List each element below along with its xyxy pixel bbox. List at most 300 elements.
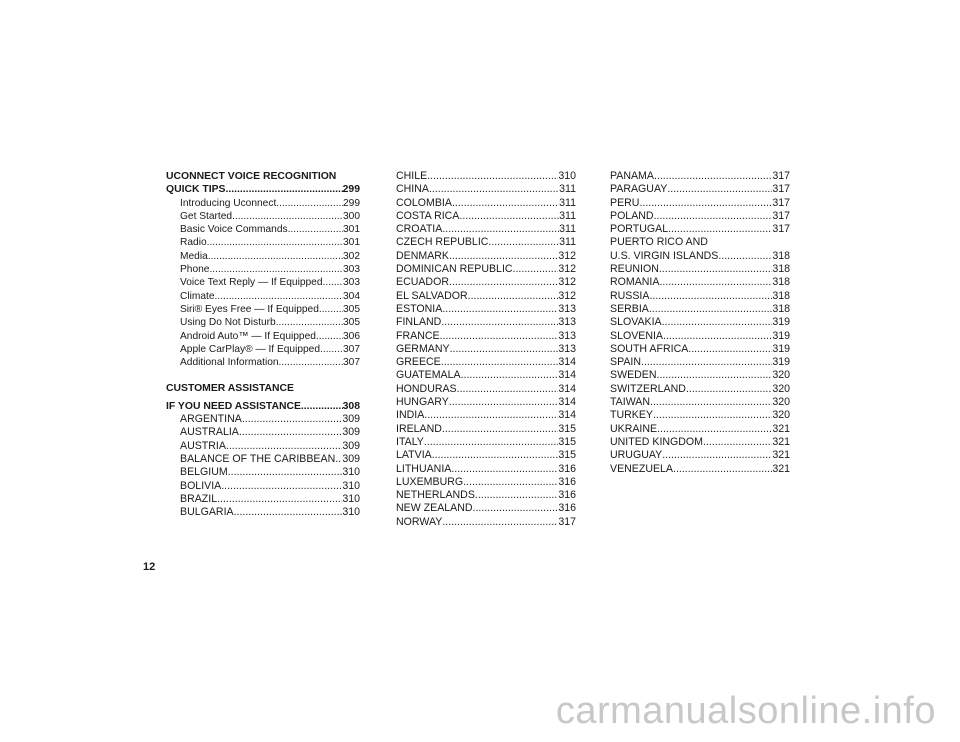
dot-leader [226,440,342,453]
dot-leader [668,223,772,236]
entry-page: 305 [343,303,360,315]
toc-entry[interactable] [610,330,790,343]
entry-label: TAIWAN [610,396,651,409]
toc-entry[interactable] [396,210,576,223]
dot-leader [427,170,558,183]
dot-leader [209,263,343,276]
toc-entry[interactable] [610,369,790,382]
dot-leader [449,396,559,409]
entry-label: UNITED KINGDOM [610,435,703,448]
entry-label: EL SALVADOR [396,289,468,302]
entry-label: Media [180,250,208,262]
entry-page: 319 [772,342,790,355]
dot-leader [440,330,559,343]
toc-entry[interactable] [166,440,360,453]
dot-leader [659,276,772,289]
dot-leader [463,476,558,489]
toc-entry[interactable] [396,263,576,276]
spacer [166,369,360,382]
entry-page: 321 [772,435,790,448]
entry-page: 315 [558,449,576,462]
toc-entry[interactable] [396,316,576,329]
entry-page: 305 [343,317,360,329]
toc-entry[interactable] [166,356,360,369]
entry-page: 311 [559,183,576,196]
entry-page: 309 [342,439,360,452]
toc-entry[interactable] [610,263,790,276]
dot-leader [657,423,772,436]
entry-label: U.S. VIRGIN ISLANDS [610,249,719,262]
entry-page: 303 [343,264,360,276]
entry-page: 319 [772,316,790,329]
entry-label: SPAIN [610,356,642,369]
dot-leader [659,263,772,276]
section-title-line1: UCONNECT VOICE RECOGNITION [166,171,337,182]
dot-leader [232,210,343,223]
entry-page: 312 [558,276,576,289]
dot-leader [234,506,343,519]
toc-entry[interactable] [396,303,576,316]
entry-label: SWITZERLAND [610,382,686,395]
dot-leader [488,236,559,249]
entry-label: AUSTRIA [180,439,226,452]
entry-page: 320 [772,382,790,395]
toc-entry[interactable] [166,250,360,263]
section-entry-quick-tips[interactable] [166,183,360,196]
toc-entry[interactable] [166,343,360,356]
entry-page: 316 [558,502,576,515]
toc-entry[interactable] [610,303,790,316]
dot-leader [207,236,343,249]
entry-label: LUXEMBURG [396,475,464,488]
dot-leader [279,356,343,369]
entry-label: SERBIA [610,302,649,315]
dot-leader [513,263,559,276]
toc-entry[interactable] [396,290,576,303]
toc-entry[interactable] [396,250,576,263]
assistance-entries [166,413,360,519]
toc-column-1 [166,170,360,519]
toc-entry[interactable] [396,183,576,196]
toc-entry[interactable] [396,436,576,449]
entry-page: 308 [342,400,360,412]
entry-label: PORTUGAL [610,223,669,236]
entry-page: 314 [558,382,576,395]
entry-label: BOLIVIA [180,479,222,492]
toc-entry[interactable] [610,343,790,356]
dot-leader [461,369,559,382]
entry-label: Phone [180,264,210,276]
toc-entry[interactable] [610,463,790,476]
entry-page: 321 [772,449,790,462]
entry-page: 312 [558,289,576,302]
entry-page: 316 [558,475,576,488]
toc-entry[interactable] [166,263,360,276]
entry-label: POLAND [610,209,654,222]
entry-page: 314 [558,356,576,369]
entry-page: 311 [559,196,576,209]
toc-entry[interactable] [166,236,360,249]
dot-leader [654,210,773,223]
dot-leader [475,489,558,502]
entry-label: Android Auto™ — If Equipped [180,330,316,342]
entry-label: NEW ZEALAND [396,502,473,515]
entry-label: Introducing Uconnect [180,197,277,209]
entry-page: 310 [342,479,360,492]
entry-page: 318 [772,289,790,302]
entry-label: LITHUANIA [396,462,452,475]
dot-leader [242,413,343,426]
entry-label: DOMINICAN REPUBLIC [396,263,513,276]
toc-entry[interactable] [610,197,790,210]
entry-label: ARGENTINA [180,413,242,426]
entry-label: ITALY [396,435,424,448]
toc-entry[interactable] [166,426,360,439]
toc-entry[interactable] [396,236,576,249]
toc-column-3 [610,170,790,476]
entry-label: GUATEMALA [396,369,461,382]
dot-leader [468,290,559,303]
dot-leader [323,276,343,289]
entry-page: 318 [772,302,790,315]
toc-entry[interactable] [166,290,360,303]
dot-leader [718,250,772,263]
dot-leader [320,343,343,356]
dot-leader [449,276,558,289]
entry-label: Basic Voice Commands [180,224,288,236]
toc-entry[interactable] [396,369,576,382]
entry-page: 306 [343,330,360,342]
dot-leader [452,197,559,210]
entry-page: 319 [772,329,790,342]
dot-leader [673,463,772,476]
dot-leader [641,356,772,369]
entry-label: Climate [180,290,215,302]
section-entry-if-you-need-assistance[interactable] [166,400,360,413]
entry-label: INDIA [396,409,425,422]
entry-label: GREECE [396,356,441,369]
toc-entry[interactable] [610,423,790,436]
entry-label: GERMANY [396,342,450,355]
entry-page: 313 [558,302,576,315]
entry-label: VENEZUELA [610,462,673,475]
toc-entry[interactable] [166,453,360,466]
dot-leader [649,290,772,303]
entry-page: 313 [558,342,576,355]
dot-leader [649,303,772,316]
toc-entry-puerto-rico[interactable] [610,250,790,263]
entry-label: HUNGARY [396,396,449,409]
toc-entry[interactable] [396,489,576,502]
entry-label: NORWAY [396,515,443,528]
entry-page: 311 [559,236,576,249]
dot-leader [217,493,342,506]
toc-entry[interactable] [396,356,576,369]
entry-page: 320 [772,409,790,422]
dot-leader [662,316,773,329]
country-entries-before [610,170,790,236]
entry-label: SLOVAKIA [610,316,662,329]
entry-page: 314 [558,396,576,409]
toc-entry[interactable] [396,330,576,343]
toc-entry[interactable] [396,396,576,409]
entry-label: URUGUAY [610,449,663,462]
entry-page: 315 [558,435,576,448]
toc-column-2 [396,170,576,529]
dot-leader [301,400,343,413]
toc-entry[interactable] [166,303,360,316]
entry-label: BULGARIA [180,506,234,519]
entry-page: 313 [558,329,576,342]
toc-entry[interactable] [166,330,360,343]
toc-entry[interactable] [166,197,360,210]
dot-leader [432,449,559,462]
toc-entry[interactable] [610,183,790,196]
section-title-customer-assistance [166,382,360,395]
entry-label: QUICK TIPS [166,184,226,196]
dot-leader [424,409,558,422]
dot-leader [662,449,772,462]
entry-page: 300 [343,210,360,222]
entry-page: 320 [772,396,790,409]
entry-label: LATVIA [396,449,432,462]
toc-entry[interactable] [610,449,790,462]
dot-leader [228,466,343,479]
dot-leader [473,502,559,515]
entry-page: 304 [343,290,360,302]
toc-entry[interactable] [396,383,576,396]
entry-label: UKRAINE [610,422,658,435]
entry-label: ROMANIA [610,276,660,289]
entry-label: REUNION [610,263,659,276]
toc-entry[interactable] [396,197,576,210]
dot-leader [441,356,559,369]
dot-leader [316,330,343,343]
toc-entry[interactable] [610,210,790,223]
entry-page: 310 [342,466,360,479]
dot-leader [654,170,772,183]
entry-label: Siri® Eyes Free — If Equipped [180,303,319,315]
dot-leader [442,423,558,436]
toc-entry[interactable] [610,396,790,409]
toc-entry[interactable] [396,276,576,289]
dot-leader [459,210,559,223]
entry-page: 317 [558,515,576,528]
dot-leader [450,343,559,356]
entry-label: CROATIA [396,223,443,236]
dot-leader [208,250,343,263]
entry-label: Using Do Not Disturb [180,317,276,329]
entry-label: NETHERLANDS [396,489,475,502]
entry-page: 318 [772,276,790,289]
toc-entry[interactable] [396,463,576,476]
entry-page: 310 [342,492,360,505]
dot-leader [442,223,559,236]
entry-page: 309 [342,413,360,426]
entry-page: 316 [558,462,576,475]
dot-leader [424,436,558,449]
toc-entry[interactable] [610,223,790,236]
entry-label: CZECH REPUBLIC [396,236,489,249]
entry-label: COSTA RICA [396,209,460,222]
dot-leader [442,516,558,529]
entry-label: PERU [610,196,640,209]
entry-label: DENMARK [396,249,449,262]
entry-label: FRANCE [396,329,440,342]
entry-label: SOUTH AFRICA [610,342,689,355]
dot-leader [449,250,558,263]
entry-page: 316 [558,489,576,502]
toc-entry[interactable] [610,436,790,449]
entry-page: 317 [772,170,790,182]
dot-leader [650,396,772,409]
country-entries-after [610,263,790,476]
entry-label: BALANCE OF THE CARIBBEAN [180,452,336,465]
entry-page: 303 [343,277,360,289]
dot-leader [653,409,772,422]
entry-label: COLOMBIA [396,196,452,209]
entry-page: 312 [558,249,576,262]
toc-entry[interactable] [166,316,360,329]
dot-leader [429,183,559,196]
dot-leader [667,183,772,196]
entry-page: 301 [343,237,360,249]
entry-label: TURKEY [610,409,653,422]
watermark: carmanualsonline.info [555,690,936,732]
entry-page: 315 [558,422,576,435]
entry-label: CHILE [396,170,428,182]
entry-page: 318 [772,263,790,276]
entry-label: CHINA [396,183,429,196]
entry-page: 320 [772,369,790,382]
dot-leader [442,303,558,316]
entry-page: 314 [558,369,576,382]
dot-leader [639,197,772,210]
entry-page: 321 [772,422,790,435]
dot-leader [239,426,342,439]
dot-leader [657,369,773,382]
uconnect-entries [166,197,360,370]
entry-label: PANAMA [610,170,654,182]
dot-leader [457,383,559,396]
dot-leader [686,383,772,396]
dot-leader [319,303,343,316]
dot-leader [703,436,772,449]
entry-page: 301 [343,224,360,236]
entry-label: RUSSIA [610,289,650,302]
entry-page: 310 [558,170,576,182]
toc-entry[interactable] [166,413,360,426]
entry-page: 311 [559,209,576,222]
entry-page: 310 [342,506,360,519]
entry-page: 311 [559,223,576,236]
toc-entry[interactable] [396,423,576,436]
dot-leader [221,480,342,493]
toc-entry[interactable] [166,223,360,236]
page-number: 12 [143,561,156,573]
entry-page: 317 [772,196,790,209]
entry-label: FINLAND [396,316,442,329]
entry-page: 307 [343,357,360,369]
entry-page: 319 [772,356,790,369]
entry-label: BRAZIL [180,492,218,505]
entry-page: 317 [772,223,790,236]
dot-leader [663,330,772,343]
section-title-uconnect [166,170,360,183]
entry-page: 321 [772,462,790,475]
toc-entry[interactable] [610,383,790,396]
entry-page: 299 [342,184,360,196]
dot-leader [225,183,342,196]
entry-label: SWEDEN [610,369,657,382]
dot-leader [276,316,343,329]
toc-entry[interactable] [396,170,576,183]
toc-entry[interactable] [396,223,576,236]
entry-label-line1: PUERTO RICO AND [610,236,708,249]
dot-leader [688,343,772,356]
section-title: CUSTOMER ASSISTANCE [166,383,294,395]
dot-leader [215,290,343,303]
toc-entry[interactable] [166,210,360,223]
entry-label: ESTONIA [396,302,443,315]
toc-entry[interactable] [610,356,790,369]
entry-page: 317 [772,183,790,196]
entry-page: 299 [343,197,360,209]
toc-entry[interactable] [396,449,576,462]
entry-label: ECUADOR [396,276,449,289]
dot-leader [441,316,558,329]
toc-entry[interactable] [166,493,360,506]
toc-entry[interactable] [166,480,360,493]
entry-page: 314 [558,409,576,422]
toc-entry[interactable] [396,409,576,422]
entry-label: AUSTRALIA [180,426,239,439]
entry-page: 307 [343,343,360,355]
entry-label: Get Started [180,210,233,222]
toc-entry[interactable] [166,466,360,479]
toc-entry[interactable] [396,502,576,515]
dot-leader [288,223,343,236]
entry-label: HONDURAS [396,382,457,395]
toc-entry[interactable] [166,506,360,519]
dot-leader [451,463,558,476]
toc-entry[interactable] [610,276,790,289]
entry-page: 309 [342,426,360,439]
entry-page: 302 [343,250,360,262]
dot-leader [335,453,342,466]
entry-label: SLOVENIA [610,329,663,342]
entry-label: PARAGUAY [610,183,668,196]
entry-page: 309 [342,452,360,465]
entry-label: IF YOU NEED ASSISTANCE [166,400,301,412]
dot-leader [276,197,343,210]
toc-entry[interactable] [610,316,790,329]
toc-entry[interactable] [396,476,576,489]
toc-entry[interactable] [610,170,790,183]
toc-entry[interactable] [396,343,576,356]
entry-page: 317 [772,209,790,222]
entry-label: IRELAND [396,422,442,435]
toc-entry[interactable] [610,290,790,303]
toc-entry[interactable] [396,516,576,529]
entry-page: 318 [772,249,790,262]
toc-entry[interactable] [166,276,360,289]
entry-page: 312 [558,263,576,276]
toc-entry[interactable] [610,409,790,422]
entry-label: Additional Information [180,357,279,369]
entry-label: Apple CarPlay® — If Equipped [180,343,321,355]
entry-label: BELGIUM [180,466,228,479]
